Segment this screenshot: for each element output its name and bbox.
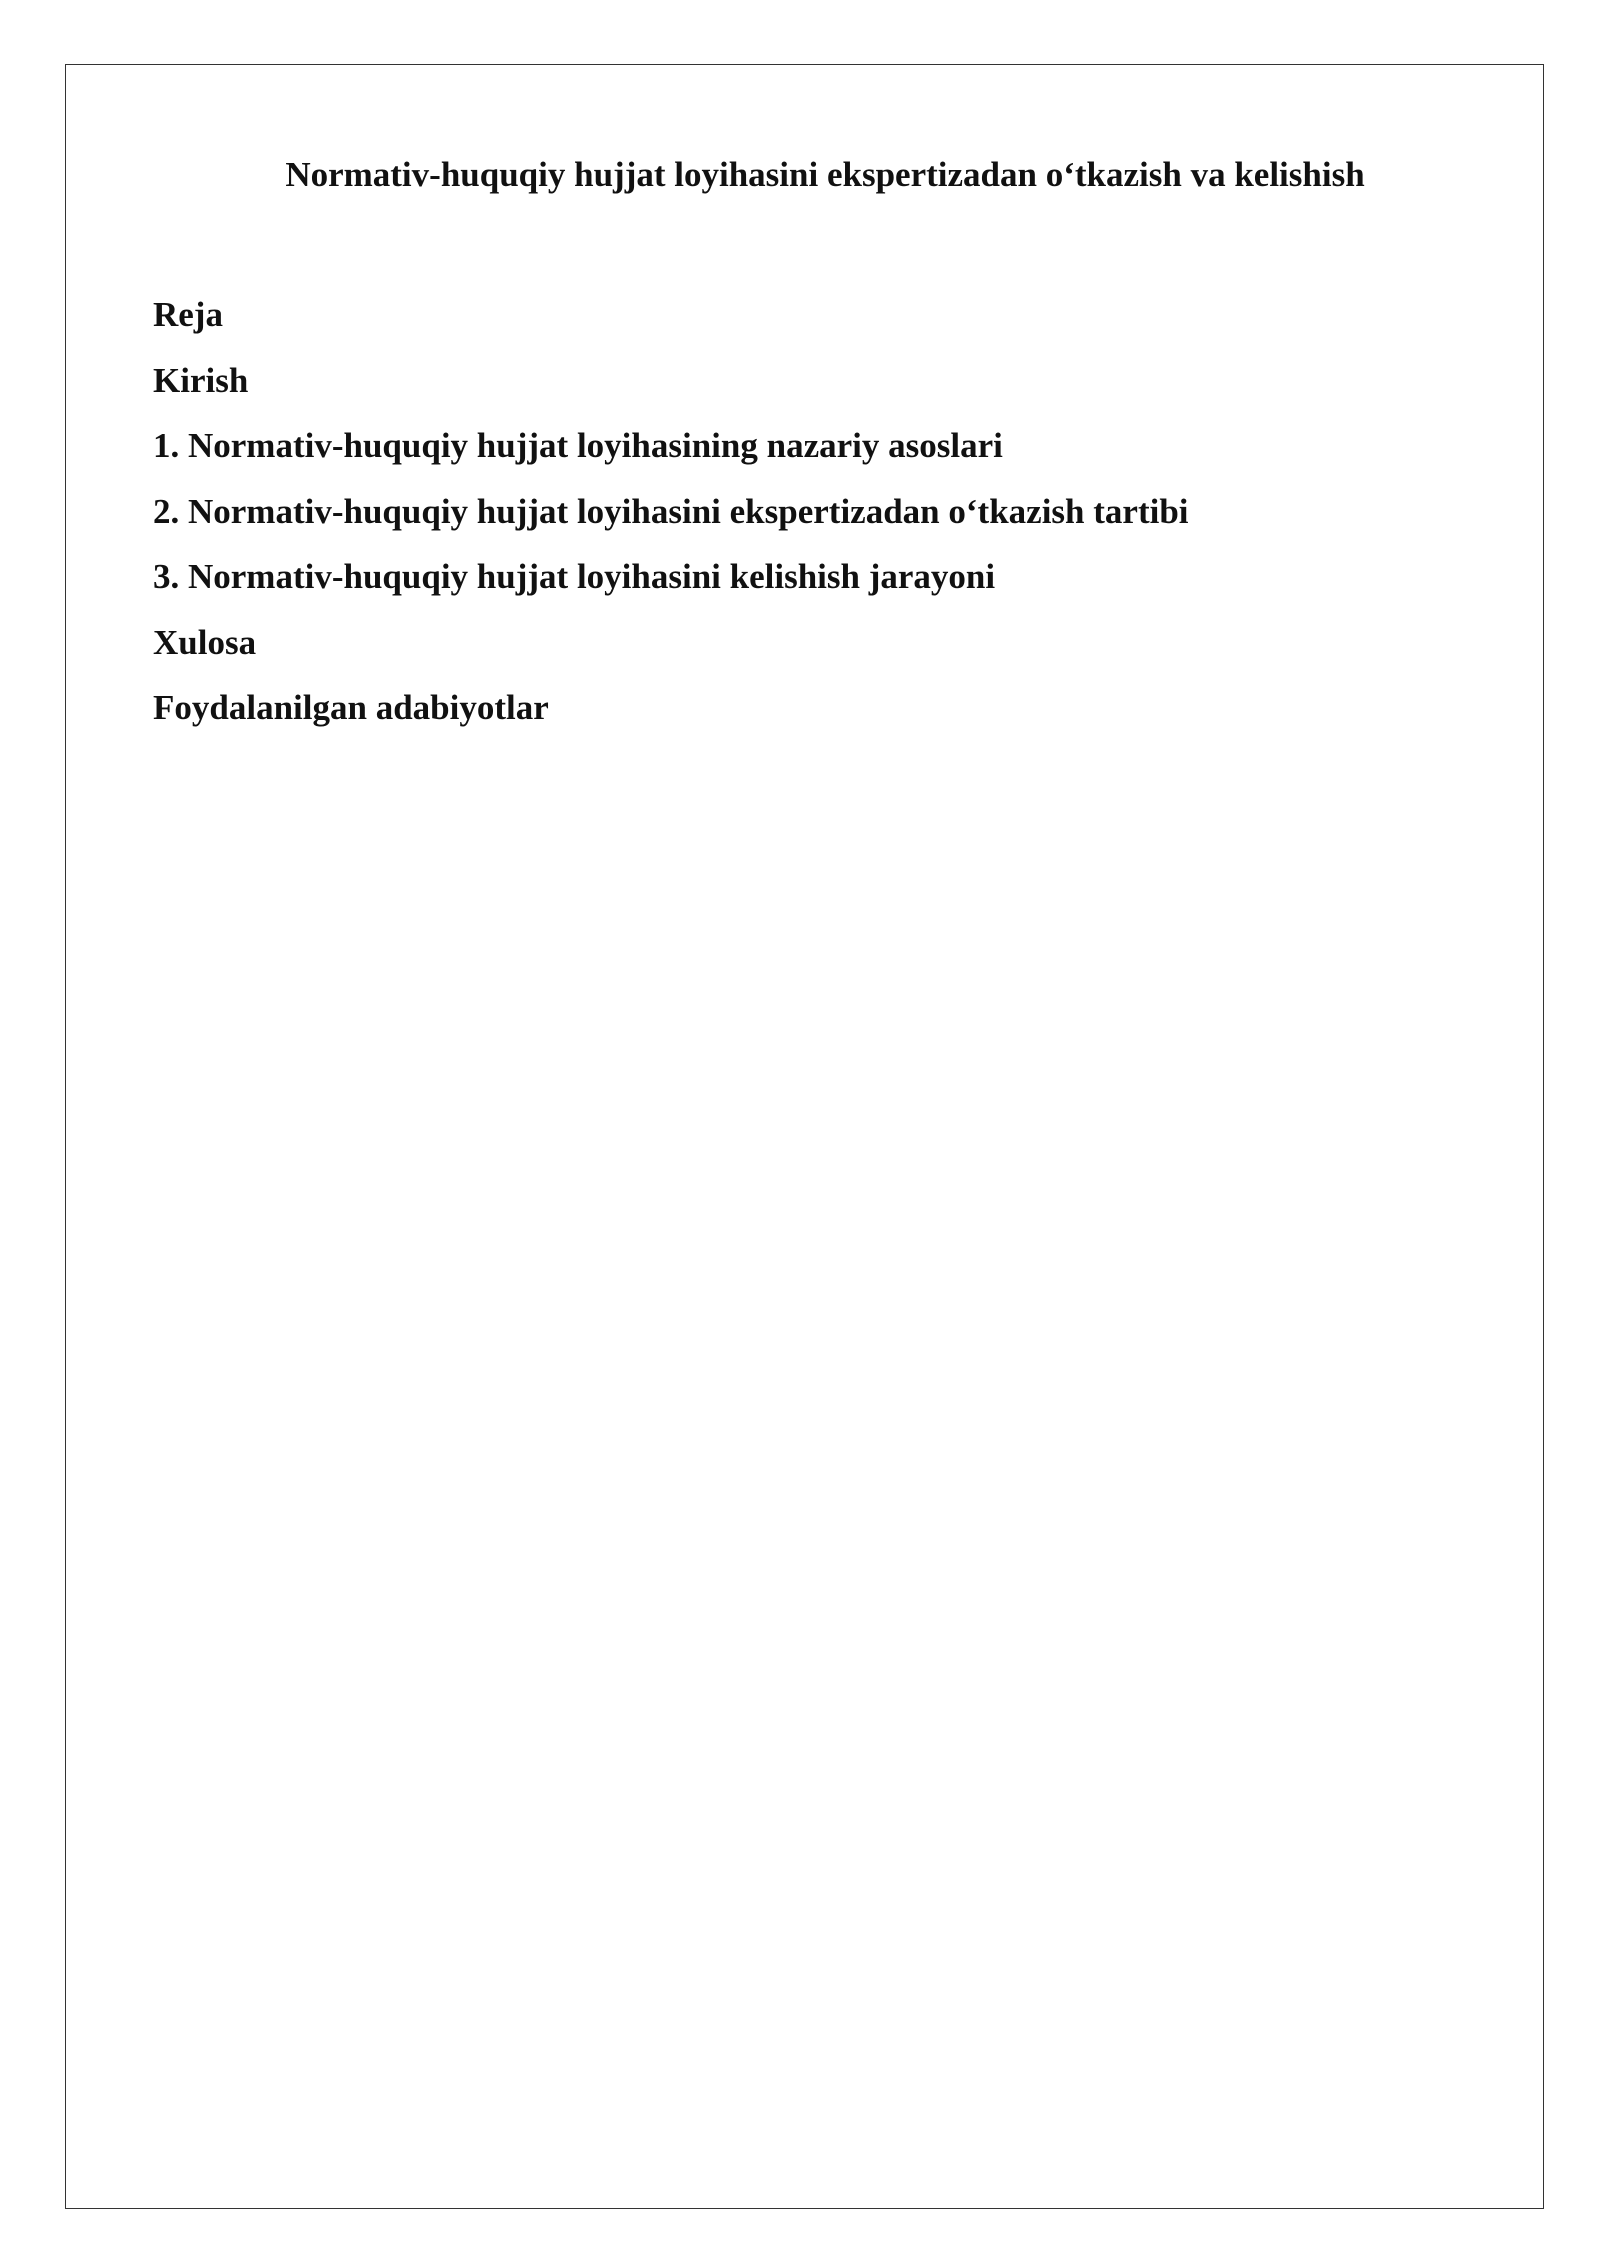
outline-item-conclusion: Xulosa <box>153 622 257 662</box>
outline-heading-reja: Reja <box>153 295 223 334</box>
plan-outline <box>153 282 1189 741</box>
outline-item-section-2: 2. Normativ-huquqiy hujjat loyihasini ekspertizadan o‘tkazish tartibi <box>153 491 1189 531</box>
outline-item-references: Foydalanilgan adabiyotlar <box>153 688 549 727</box>
outline-item-section-3: 3. Normativ-huquqiy hujjat loyihasini kelishish jarayoni <box>153 557 996 596</box>
document-title: Normativ-huquqiy hujjat loyihasini ekspertizadan o‘tkazish va kelishish <box>285 155 1365 194</box>
outline-item-section-1: 1. Normativ-huquqiy hujjat loyihasining nazariy asoslari <box>153 426 1003 465</box>
outline-item-introduction: Kirish <box>153 360 249 400</box>
